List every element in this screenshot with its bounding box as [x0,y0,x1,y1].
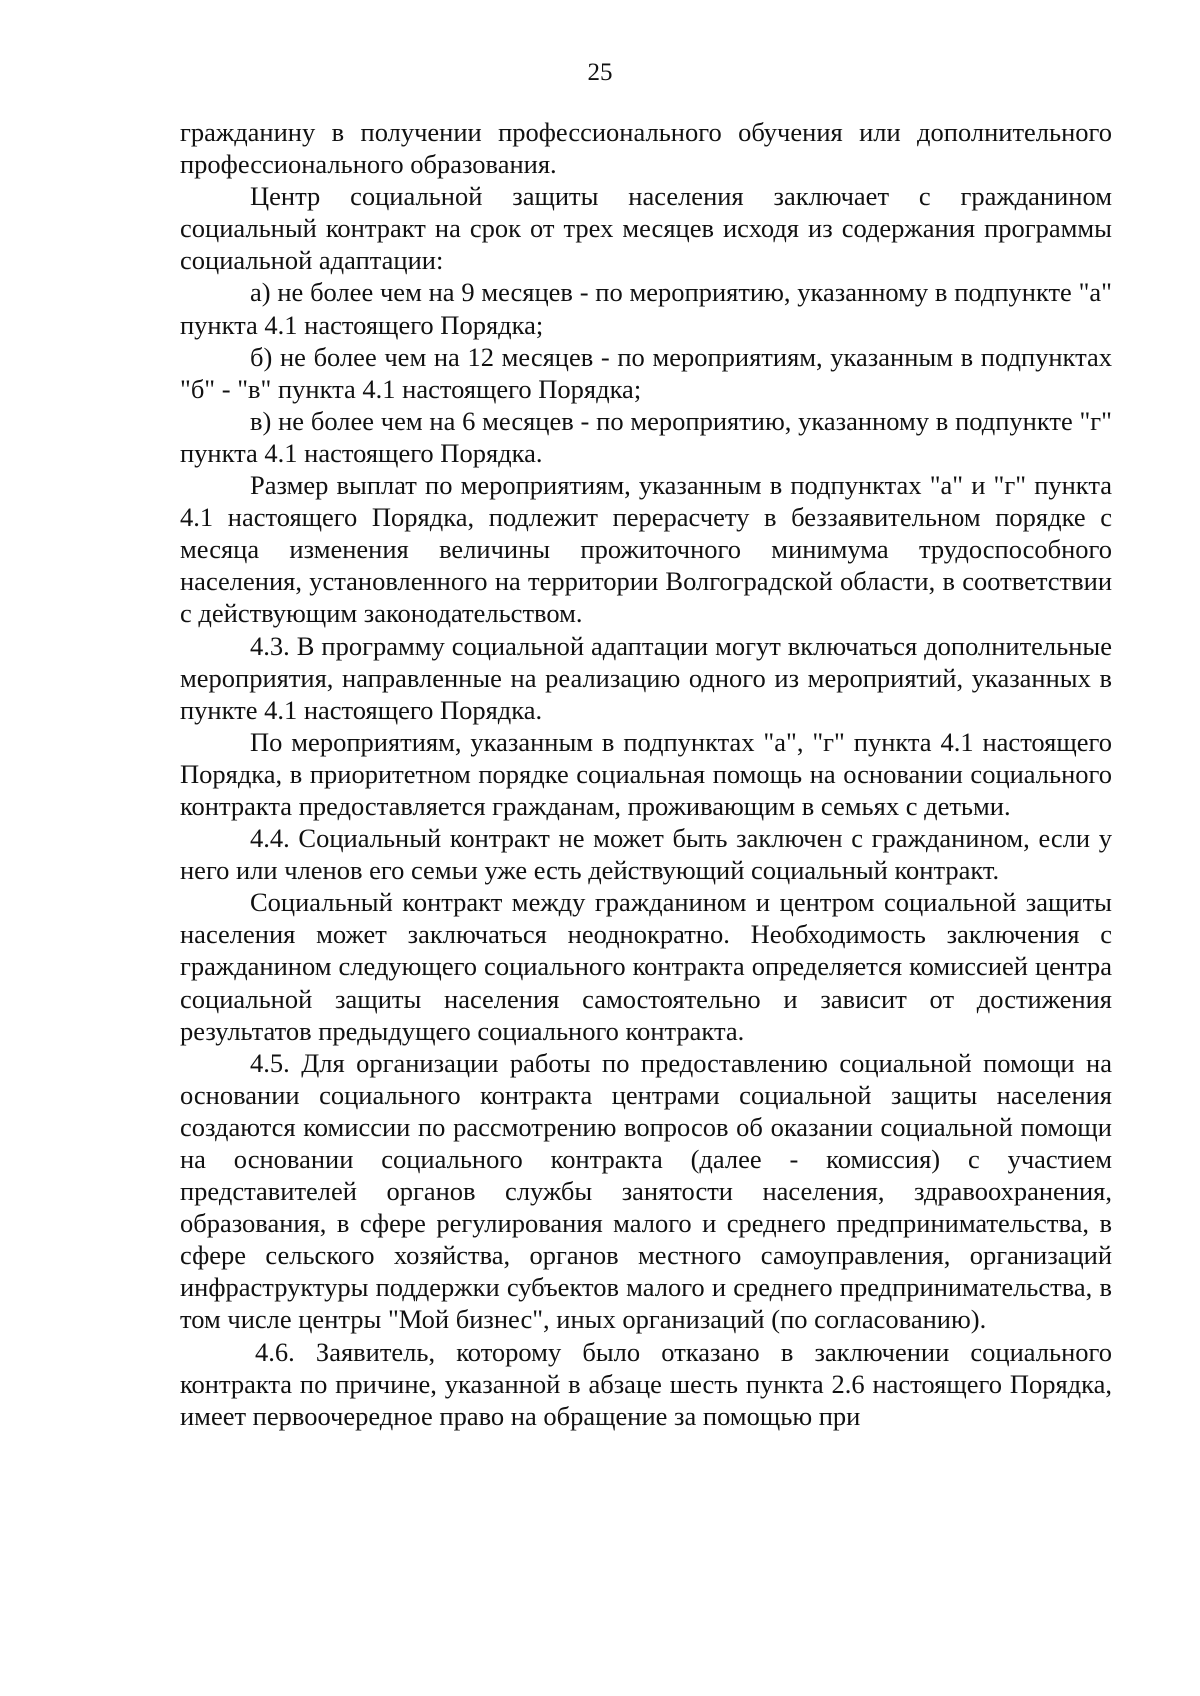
paragraph-4-6: 4.6. Заявитель, которому было отказано в заключении социального контракта по причине, указанной в абзаце шесть пункта 2.6 настоящего Порядка, имеет первоочередное право на обращение за помощью при [180,1336,1112,1431]
paragraph-contract-term: Центр социальной защиты населения заключает с гражданином социальный контракт на срок от трех месяцев исходя из содержания программы социальной адаптации: [180,181,1112,276]
paragraph-payment-size: Размер выплат по мероприятиям, указанным в подпунктах "а" и "г" пункта 4.1 настоящего Порядка, подлежит перерасчету в беззаявительном порядке с месяца изменения величины прожиточного минимума трудоспособного населения, установленного на территории Волгоградской области, в соответствии с действующим законодательством. [180,470,1112,629]
paragraph-repeat-contract: Социальный контракт между гражданином и центром социальной защиты населения может заключаться неоднократно. Необходимость заключения с гражданином следующего социального контракта определяется комиссией центра социальной защиты населения самостоятельно и зависит от достижения результатов предыдущего социального контракта. [180,887,1112,1046]
paragraph-4-5: 4.5. Для организации работы по предоставлению социальной помощи на основании социального контракта центрами социальной защиты населения создаются комиссии по рассмотрению вопросов об оказании социальной помощи на основании социального контракта (далее - комиссия) с участием представителей органов службы занятости населения, здравоохранения, образования, в сфере регулирования малого и среднего предпринимательства, в сфере сельского хозяйства, органов местного самоуправления, организаций инфраструктуры поддержки субъектов малого и среднего предпринимательства, в том числе центры "Мой бизнес", иных организаций (по согласованию). [180,1047,1112,1335]
document-body [180,116,1112,1432]
page-number: 25 [587,59,613,86]
paragraph-item-b: б) не более чем на 12 месяцев - по мероприятиям, указанным в подпунктах "б" - "в" пункта 4.1 настоящего Порядка; [180,341,1112,404]
paragraph-item-v: в) не более чем на 6 месяцев - по мероприятию, указанному в подпункте "г" пункта 4.1 настоящего Порядка. [180,405,1112,468]
paragraph-priority: По мероприятиям, указанным в подпунктах "а", "г" пункта 4.1 настоящего Порядка, в приоритетном порядке социальная помощь на основании социального контракта предоставляется гражданам, проживающим в семьях с детьми. [180,726,1112,821]
paragraph-4-4: 4.4. Социальный контракт не может быть заключен с гражданином, если у него или членов его семьи уже есть действующий социальный контракт. [180,823,1112,886]
paragraph-4-3: 4.3. В программу социальной адаптации могут включаться дополнительные мероприятия, направленные на реализацию одного из мероприятий, указанных в пункте 4.1 настоящего Порядка. [180,630,1112,725]
paragraph-item-a: а) не более чем на 9 месяцев - по мероприятию, указанному в подпункте "а" пункта 4.1 настоящего Порядка; [180,277,1112,340]
paragraph-continuation: гражданину в получении профессионального обучения или дополнительного профессионального образования. [180,117,1112,180]
